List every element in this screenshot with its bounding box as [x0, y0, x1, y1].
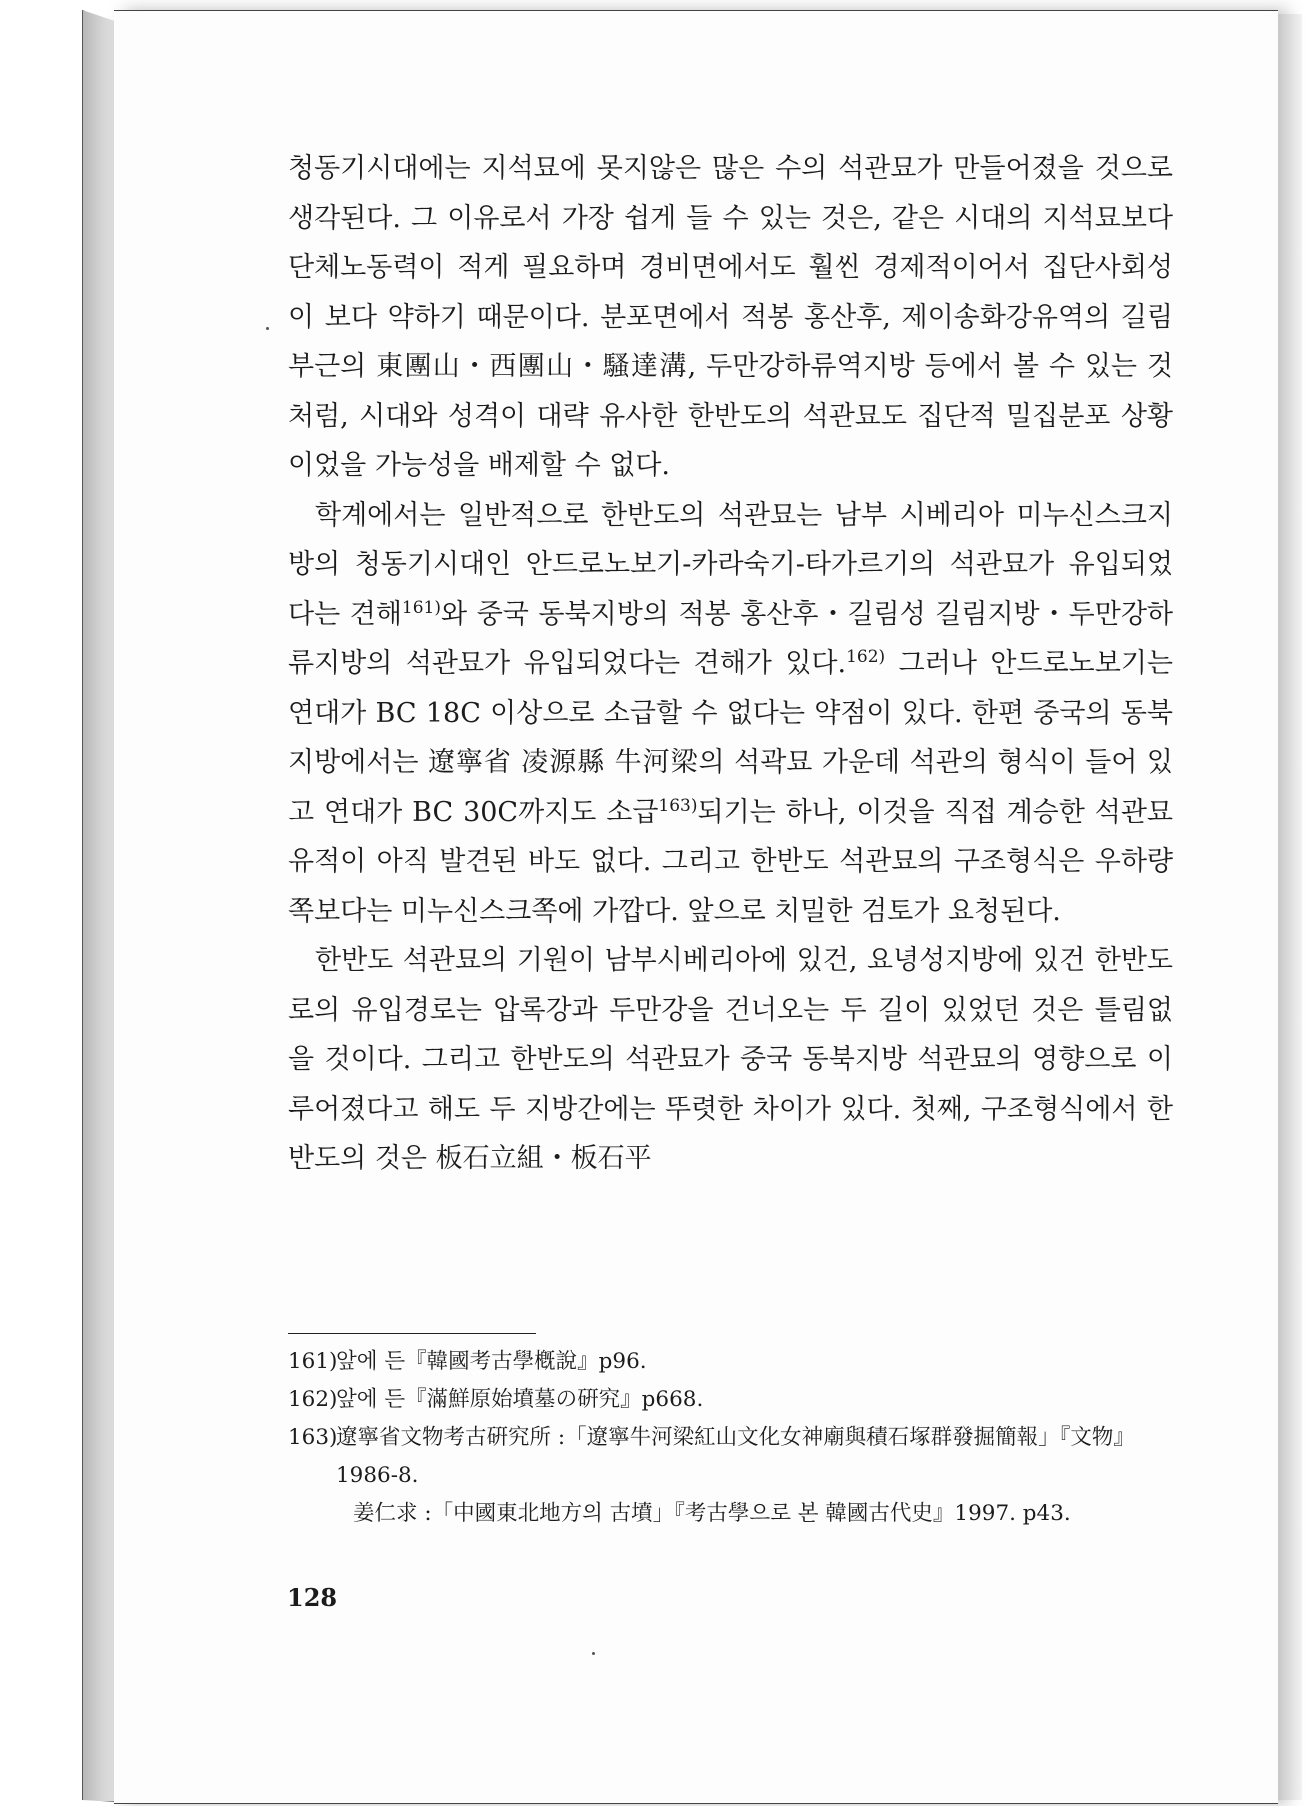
paragraph-2	[288, 491, 1173, 937]
page-edge-right	[1278, 14, 1302, 1800]
paragraph-1	[288, 144, 1173, 491]
page-number: 128	[287, 1583, 338, 1612]
paragraph-2-text-b: 와 중국 동북지방의 적봉 홍산후・길림성 길림지방・두만강하류지방의 석관묘가 유입되었다는 견해가 있다.	[288, 598, 1173, 679]
footnote-number: 161)	[288, 1349, 338, 1374]
scan-speck	[592, 1652, 595, 1655]
footnote-separator	[288, 1333, 536, 1334]
footnote-162	[288, 1381, 1173, 1419]
body-text	[288, 144, 1173, 1184]
footnote-text: 앞에 든『韓國考古學槪說』p96.	[336, 1349, 647, 1374]
page-edge-left	[82, 10, 118, 1802]
footnote-161	[288, 1343, 1173, 1381]
footnote-163-continuation: 姜仁求 :「中國東北地方의 古墳」『考古學으로 본 韓國古代史』1997. p43.	[353, 1501, 1071, 1526]
footnote-ref-162[interactable]: 162)	[846, 647, 886, 667]
footnote-text: 遼寧省文物考古硏究所 :「遼寧牛河梁紅山文化女神廟與積石塚群發掘簡報」『文物』1986-8.	[336, 1425, 1135, 1488]
footnote-text: 앞에 든『滿鮮原始墳墓の硏究』p668.	[336, 1387, 704, 1412]
paragraph-1-text: 청동기시대에는 지석묘에 못지않은 많은 수의 석관묘가 만들어졌을 것으로 생각된다. 그 이유로서 가장 쉽게 들 수 있는 것은, 같은 시대의 지석묘보다 단체노동력이 적게 필요하며 경비면에서도 훨씬 경제적이어서 집단사회성이 보다 약하기 때문이다. 분포면에서 적봉 홍산후, 제이송화강유역의 길림 부근의 東團山・西團山・騷達溝, 두만강하류역지방 등에서 볼 수 있는 것처럼, 시대와 성격이 대략 유사한 한반도의 석관묘도 집단적 밀집분포 상황이었을 가능성을 배제할 수 없다.	[288, 153, 1173, 481]
paragraph-3	[288, 936, 1173, 1184]
paragraph-3-text: 한반도 석관묘의 기원이 남부시베리아에 있건, 요녕성지방에 있건 한반도로의 유입경로는 압록강과 두만강을 건너오는 두 길이 있었던 것은 틀림없을 것이다. 그리고 한반도의 석관묘가 중국 동북지방 석관묘의 영향으로 이루어졌다고 해도 두 지방간에는 뚜렷한 차이가 있다. 첫째, 구조형식에서 한반도의 것은 板石立組・板石平	[288, 945, 1173, 1174]
footnote-ref-161[interactable]: 161)	[401, 597, 442, 618]
footnote-ref-163[interactable]: 163)	[658, 795, 698, 816]
paragraph-2-text-c: 그러나 안드로노보기는 연대가 BC 18C 이상으로 소급할 수 없다는 약점이 있다. 한편 중국의 동북지방에서는 遼寧省 凌源縣 牛河梁의 석곽묘 가운데 석관의 형식이 들어 있고 연대가 BC 30C까지도 소급	[288, 648, 1173, 828]
paragraph-2-text-d: 되기는 하나, 이것을 직접 계승한 석관묘 유적이 아직 발견된 바도 없다. 그리고 한반도 석관묘의 구조형식은 우하량쪽보다는 미누신스크쪽에 가깝다. 앞으로 치밀한 검토가 요청된다.	[288, 796, 1173, 927]
footnotes	[288, 1343, 1173, 1533]
footnote-number: 162)	[288, 1387, 338, 1412]
footnote-number: 163)	[288, 1425, 338, 1450]
scan-speck	[266, 327, 269, 330]
footnote-163	[288, 1419, 1173, 1495]
paragraph-2-text-a: 학계에서는 일반적으로 한반도의 석관묘는 남부 시베리아 미누신스크지방의 청동기시대인 안드로노보기-카라숙기-타가르기의 석관묘가 유입되었다는 견해	[288, 499, 1173, 630]
